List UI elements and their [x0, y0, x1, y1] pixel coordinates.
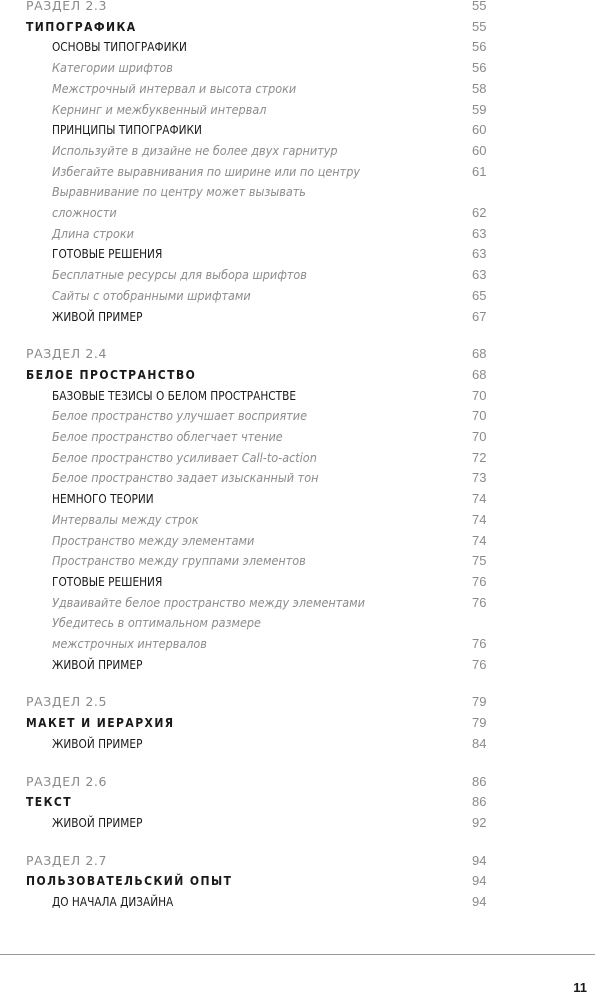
toc-page-number: 94: [472, 873, 487, 889]
toc-entry: Белое пространство усиливает Call-to-action: [52, 449, 317, 465]
toc-chapter-title: ПОЛЬЗОВАТЕЛЬСКИЙ ОПЫТ: [26, 874, 233, 889]
toc-row: [0, 572, 595, 592]
footer-divider: [0, 954, 595, 955]
toc-page-number: 73: [472, 470, 487, 486]
toc-page-number: 84: [472, 735, 487, 751]
toc-page-number: 79: [472, 694, 487, 710]
toc-section-label: РАЗДЕЛ 2.3: [26, 0, 108, 13]
toc-row: [0, 265, 595, 285]
toc-page-number: 60: [472, 122, 487, 138]
toc-row: [0, 100, 595, 120]
toc-entry: Убедитесь в оптимальном размере: [52, 615, 261, 631]
toc-page-number: 63: [472, 225, 487, 241]
toc-row: [0, 224, 595, 244]
toc-page-number: 74: [472, 532, 487, 548]
toc-row: [0, 713, 595, 733]
toc-page-number: 76: [472, 636, 487, 651]
toc-page-number: 92: [472, 814, 487, 830]
toc-page-number: 62: [472, 205, 487, 220]
toc-page-number: 74: [472, 491, 487, 507]
toc-subheading: ГОТОВЫЕ РЕШЕНИЯ: [52, 574, 163, 589]
toc-page-number: 61: [472, 163, 487, 179]
toc-row: [0, 551, 595, 571]
toc-subheading: ОСНОВЫ ТИПОГРАФИКИ: [52, 40, 187, 55]
toc-row: [0, 772, 595, 792]
toc-entry: Интервалы между строк: [52, 511, 199, 527]
toc-entry: Бесплатные ресурсы для выбора шрифтов: [52, 267, 307, 283]
toc-chapter-title: ТИПОГРАФИКА: [26, 19, 137, 34]
toc-row: [0, 203, 595, 223]
toc-page-number: 76: [472, 656, 487, 672]
toc-entry: Сайты с отобранными шрифтами: [52, 287, 251, 303]
toc-section-label: РАЗДЕЛ 2.7: [26, 852, 108, 868]
toc-page-number: 70: [472, 408, 487, 424]
toc-row: [0, 162, 595, 182]
toc-page-number: 56: [472, 39, 487, 55]
toc-section-label: РАЗДЕЛ 2.6: [26, 773, 108, 789]
toc-entry: Удваивайте белое пространство между элементами: [52, 594, 365, 610]
toc-row: [0, 427, 595, 447]
toc-entry: межстрочных интервалов: [52, 636, 207, 651]
toc-row: [0, 244, 595, 264]
toc-row: [0, 79, 595, 99]
toc-row: [0, 593, 595, 613]
toc-row: [0, 141, 595, 161]
toc-subheading: ЖИВОЙ ПРИМЕР: [52, 815, 143, 830]
toc-row: [0, 307, 595, 327]
toc-entry: Длина строки: [52, 225, 134, 241]
toc-page-number: 79: [472, 715, 487, 731]
toc-row: [0, 17, 595, 37]
toc-subheading: ЖИВОЙ ПРИМЕР: [52, 736, 143, 751]
toc-page-number: 68: [472, 366, 487, 382]
toc-row: [0, 448, 595, 468]
toc-row: [0, 406, 595, 426]
toc-page-number: 72: [472, 449, 487, 465]
toc-entry: Избегайте выравнивания по ширине или по центру: [52, 163, 361, 179]
toc-row: [0, 851, 595, 871]
toc-page-number: 70: [472, 429, 487, 444]
toc-row: [0, 871, 595, 891]
toc-entry: Межстрочный интервал и высота строки: [52, 80, 297, 96]
toc-subheading: НЕМНОГО ТЕОРИИ: [52, 492, 154, 507]
toc-row: [0, 892, 595, 912]
toc-row: [0, 489, 595, 509]
toc-subheading: БАЗОВЫЕ ТЕЗИСЫ О БЕЛОМ ПРОСТРАНСТВЕ: [52, 388, 297, 403]
toc-page-number: 56: [472, 60, 487, 76]
toc-page-number: 70: [472, 387, 487, 403]
toc-page-number: 68: [472, 346, 487, 362]
toc-entry: Белое пространство облегчает чтение: [52, 429, 283, 444]
toc-chapter-title: МАКЕТ И ИЕРАРХИЯ: [26, 716, 175, 731]
toc-page-number: 55: [472, 0, 487, 13]
toc-row: [0, 182, 595, 202]
toc-row: [0, 344, 595, 364]
toc-subheading: ЖИВОЙ ПРИМЕР: [52, 657, 143, 672]
toc-subheading: ГОТОВЫЕ РЕШЕНИЯ: [52, 247, 163, 262]
toc-subheading: ПРИНЦИПЫ ТИПОГРАФИКИ: [52, 123, 202, 138]
toc-row: [0, 386, 595, 406]
toc-section-label: РАЗДЕЛ 2.4: [26, 346, 108, 362]
toc-row: [0, 655, 595, 675]
toc-page-number: 94: [472, 894, 487, 909]
toc-row: [0, 634, 595, 654]
toc-chapter-title: ТЕКСТ: [26, 795, 73, 810]
toc-row: [0, 286, 595, 306]
toc-page-number: 55: [472, 18, 487, 34]
toc-row: [0, 58, 595, 78]
toc-entry: Пространство между элементами: [52, 532, 255, 548]
toc-section-label: РАЗДЕЛ 2.5: [26, 694, 108, 710]
toc-page-number: 76: [472, 594, 487, 610]
toc-entry: Категории шрифтов: [52, 60, 173, 76]
toc-page-number: 86: [472, 794, 487, 810]
toc-entry: Белое пространство улучшает восприятие: [52, 408, 308, 424]
toc-page-number: 86: [472, 773, 487, 789]
toc-page-number: 74: [472, 511, 487, 527]
toc-row: [0, 0, 595, 16]
toc-subheading: ДО НАЧАЛА ДИЗАЙНА: [52, 895, 174, 909]
toc-page-number: 59: [472, 101, 487, 117]
toc-row: [0, 813, 595, 833]
toc-page-number: 60: [472, 142, 487, 158]
toc-page-number: 76: [472, 573, 487, 589]
toc-page-number: 63: [472, 267, 487, 283]
toc-page-number: 63: [472, 246, 487, 262]
toc-page-number: 75: [472, 553, 487, 569]
toc-row: [0, 692, 595, 712]
toc-entry: Используйте в дизайне не более двух гарнитур: [52, 142, 338, 158]
toc-row: [0, 613, 595, 633]
toc-entry: Кернинг и межбуквенный интервал: [52, 101, 267, 117]
toc-row: [0, 510, 595, 530]
toc-row: [0, 37, 595, 57]
toc-entry: Пространство между группами элементов: [52, 553, 306, 569]
toc-row: [0, 792, 595, 812]
toc-row: [0, 365, 595, 385]
toc-row: [0, 468, 595, 488]
toc-page-number: 94: [472, 852, 487, 868]
toc-row: [0, 120, 595, 140]
toc-page-number: 67: [472, 308, 487, 324]
toc-chapter-title: БЕЛОЕ ПРОСТРАНСТВО: [26, 367, 197, 382]
toc-entry: Белое пространство задает изысканный тон: [52, 470, 319, 486]
toc-row: [0, 531, 595, 551]
toc-page-number: 65: [472, 287, 487, 303]
toc-entry: Выравнивание по центру может вызывать: [52, 184, 306, 200]
toc-page-number: 58: [472, 80, 487, 96]
page-number: 11: [573, 980, 587, 995]
toc-row: [0, 734, 595, 754]
toc-subheading: ЖИВОЙ ПРИМЕР: [52, 309, 143, 324]
toc-entry: сложности: [52, 205, 117, 220]
